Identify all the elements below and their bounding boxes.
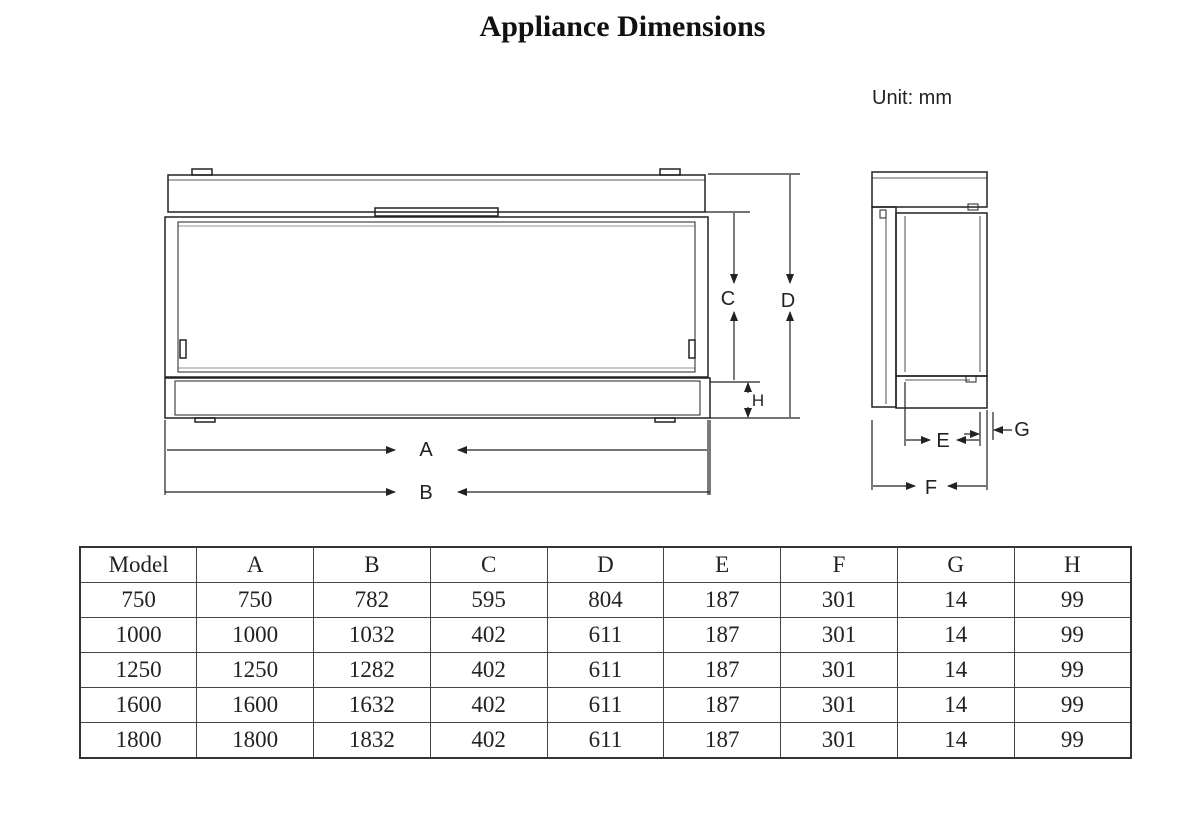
table-cell: 804 — [547, 583, 664, 618]
front-top-tab-left — [192, 169, 212, 175]
table-cell: 1250 — [80, 653, 197, 688]
table-cell: 187 — [664, 583, 781, 618]
label-e: E — [936, 430, 950, 452]
label-g: G — [1014, 419, 1030, 441]
table-cell: 1800 — [197, 723, 314, 759]
header-f: F — [781, 547, 898, 583]
table-cell: 301 — [781, 618, 898, 653]
table-cell: 750 — [80, 583, 197, 618]
table-cell: 402 — [430, 653, 547, 688]
table-cell: 301 — [781, 723, 898, 759]
side-glass-panel — [896, 213, 987, 376]
table-cell: 750 — [197, 583, 314, 618]
table-cell: 301 — [781, 688, 898, 723]
table-cell: 14 — [897, 618, 1014, 653]
dimensions-table — [79, 546, 1132, 759]
table-cell: 99 — [1014, 688, 1131, 723]
front-top-frame — [168, 175, 705, 212]
front-glass-panel — [178, 222, 695, 372]
table-cell: 99 — [1014, 723, 1131, 759]
table-cell: 301 — [781, 583, 898, 618]
front-glass-body — [165, 217, 708, 377]
front-foot-left — [195, 418, 215, 422]
table-cell: 14 — [897, 723, 1014, 759]
table-row — [80, 583, 1131, 618]
table-row — [80, 618, 1131, 653]
front-top-tab-right — [660, 169, 680, 175]
table-cell: 1250 — [197, 653, 314, 688]
table-cell: 187 — [664, 618, 781, 653]
header-g: G — [897, 547, 1014, 583]
table-cell: 1282 — [314, 653, 431, 688]
table-cell: 1600 — [197, 688, 314, 723]
table-cell: 99 — [1014, 653, 1131, 688]
table-cell: 402 — [430, 618, 547, 653]
table-cell: 187 — [664, 653, 781, 688]
table-cell: 402 — [430, 723, 547, 759]
table-cell: 14 — [897, 583, 1014, 618]
table-cell: 1832 — [314, 723, 431, 759]
table-row — [80, 653, 1131, 688]
table-cell: 611 — [547, 723, 664, 759]
table-cell: 1800 — [80, 723, 197, 759]
label-h: H — [751, 391, 765, 410]
front-foot-right — [655, 418, 675, 422]
table-cell: 1000 — [80, 618, 197, 653]
table-cell: 187 — [664, 723, 781, 759]
table-cell: 782 — [314, 583, 431, 618]
front-base — [165, 378, 710, 418]
table-cell: 595 — [430, 583, 547, 618]
table-header-row — [80, 547, 1131, 583]
table-cell: 14 — [897, 688, 1014, 723]
table-cell: 301 — [781, 653, 898, 688]
unit-label: Unit: mm — [872, 87, 952, 109]
header-model: Model — [80, 547, 197, 583]
header-e: E — [664, 547, 781, 583]
table-cell: 99 — [1014, 583, 1131, 618]
table-row — [80, 723, 1131, 759]
table-cell: 187 — [664, 688, 781, 723]
table-cell: 14 — [897, 653, 1014, 688]
label-c: C — [720, 288, 736, 310]
table-cell: 611 — [547, 618, 664, 653]
label-d: D — [780, 290, 796, 312]
table-cell: 1632 — [314, 688, 431, 723]
front-bracket-right — [689, 340, 695, 358]
table-cell: 1000 — [197, 618, 314, 653]
table-cell: 402 — [430, 688, 547, 723]
label-f: F — [924, 477, 938, 499]
label-b: B — [419, 482, 433, 504]
front-view — [165, 169, 710, 422]
side-top-frame — [872, 172, 987, 207]
table-cell: 1600 — [80, 688, 197, 723]
table-cell: 611 — [547, 653, 664, 688]
header-d: D — [547, 547, 664, 583]
page-title: Appliance Dimensions — [479, 10, 766, 43]
header-a: A — [197, 547, 314, 583]
header-c: C — [430, 547, 547, 583]
table-cell: 99 — [1014, 618, 1131, 653]
table-row — [80, 688, 1131, 723]
front-bracket-left — [180, 340, 186, 358]
table-cell: 1032 — [314, 618, 431, 653]
header-h: H — [1014, 547, 1131, 583]
side-view — [872, 172, 987, 408]
header-b: B — [314, 547, 431, 583]
side-front-body — [872, 207, 896, 407]
label-a: A — [419, 439, 433, 461]
table-cell: 611 — [547, 688, 664, 723]
side-base — [896, 376, 987, 408]
